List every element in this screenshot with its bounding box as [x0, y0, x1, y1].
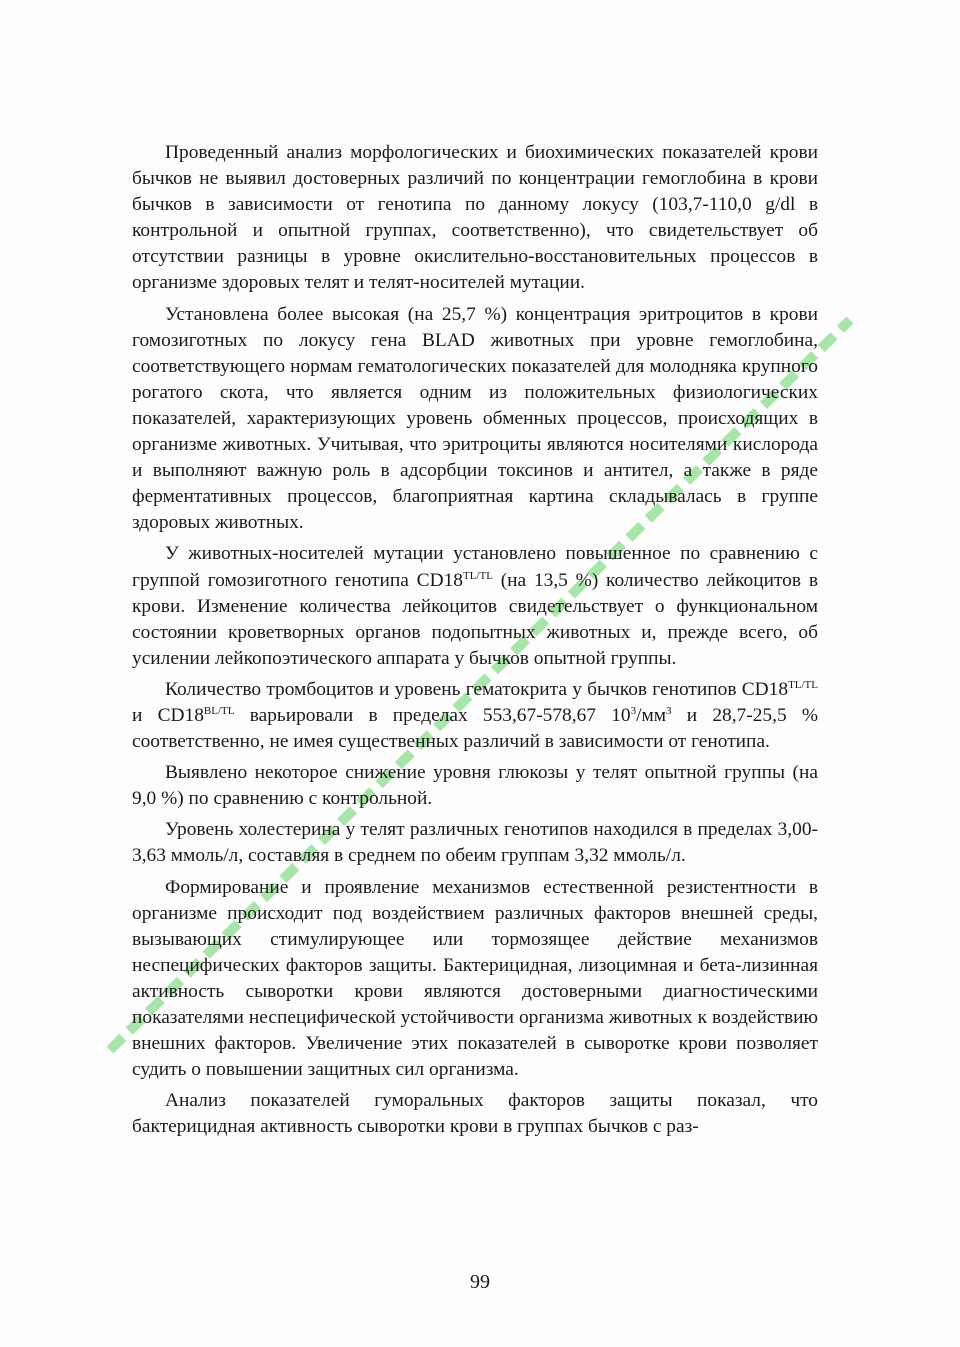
paragraph [132, 817, 818, 869]
text-run: (на 13,5 %) количество лейкоцитов в крови. Изменение количества лейкоцитов свидетельствует о функциональном состоянии кроветворных органов подопытных животных и, прежде всего, об усилении лейкопоэтического аппарата у бычков опытной группы. [132, 569, 818, 669]
superscript: BL/TL [203, 704, 235, 717]
paragraph [132, 541, 818, 671]
text-run: /мм [636, 704, 667, 726]
paragraph [132, 140, 818, 297]
paragraph [132, 1088, 818, 1140]
text-run: Формирование и проявление механизмов естественной резистентности в организме происходит под воздействием различных факторов внешней среды, вызывающих стимулирующее или тормозящее действие механизмов неспецифических факторов защиты. Бактерицидная, лизоцимная и бета-лизинная активность сыворотки крови являются достоверными диагностическими показателями неспецифической устойчивости организма животных к воздействию внешних факторов. Увеличение этих показателей в сыворотке крови позволяет судить о повышении защитных сил организма. [132, 876, 818, 1081]
text-run: и 28,7-25,5 % соответственно, не имея существенных различий в зависимости от генотипа. [132, 704, 819, 753]
paragraph [132, 677, 818, 755]
superscript: 3 [666, 704, 672, 717]
text-run: и CD18 [132, 704, 204, 726]
text-run: У животных-носителей мутации установлено повышенное по сравнению с группой гомозиготного генотипа CD18 [132, 543, 818, 591]
superscript: 3 [630, 704, 637, 717]
text-run: Проведенный анализ морфологических и биохимических показателей крови бычков не выявил достоверных различий по концентрации гемоглобина в крови бычков в зависимости от генотипа по данному локусу (103,7-110,0 g/dl в контрольной и опытной группах, соответственно), что свидетельствует об отсутствии разницы в уровне окислительно-восстановительных процессов в организме здоровых телят и телят-носителей мутации. [132, 142, 818, 294]
text-run: Анализ показателей гуморальных факторов защиты показал, что бактерицидная активность сыворотки крови в группах бычков с раз- [132, 1090, 818, 1138]
text-run: Уровень холестерина у телят различных генотипов находился в пределах 3,00-3,63 ммоль/л, составляя в среднем по обеим группам 3,32 ммоль/л. [132, 819, 818, 867]
paragraph [132, 302, 818, 537]
page-number: 99 [470, 1271, 490, 1293]
text-run: Выявлено некоторое снижение уровня глюкозы у телят опытной группы (на 9,0 %) по сравнению с контрольной. [132, 762, 818, 810]
superscript: TL/TL [788, 678, 818, 691]
text-run: Установлена более высокая (на 25,7 %) концентрация эритроцитов в крови гомозиготных по локусу гена BLAD животных при уровне гемоглобина, соответствующего нормам гематологических показателей для молодняка крупного рогатого скота, что является одним из положительных физиологических показателей, характеризующих уровень обменных процессов, происходящих в организме животных. Учитывая, что эритроциты являются носителями кислорода и выполняют важную роль в адсорбции токсинов и антител, а также в ряде ферментативных процессов, благоприятная картина складывалась в группе здоровых животных. [132, 303, 818, 534]
paragraph [132, 760, 818, 812]
paragraph [132, 875, 818, 1084]
superscript: TL/TL [462, 569, 493, 582]
body-text [132, 140, 818, 1140]
text-run: Количество тромбоцитов и уровень гематокрита у бычков генотипов CD18 [165, 678, 789, 700]
text-run: варьировали в пределах 553,67-578,67 10 [234, 704, 631, 726]
